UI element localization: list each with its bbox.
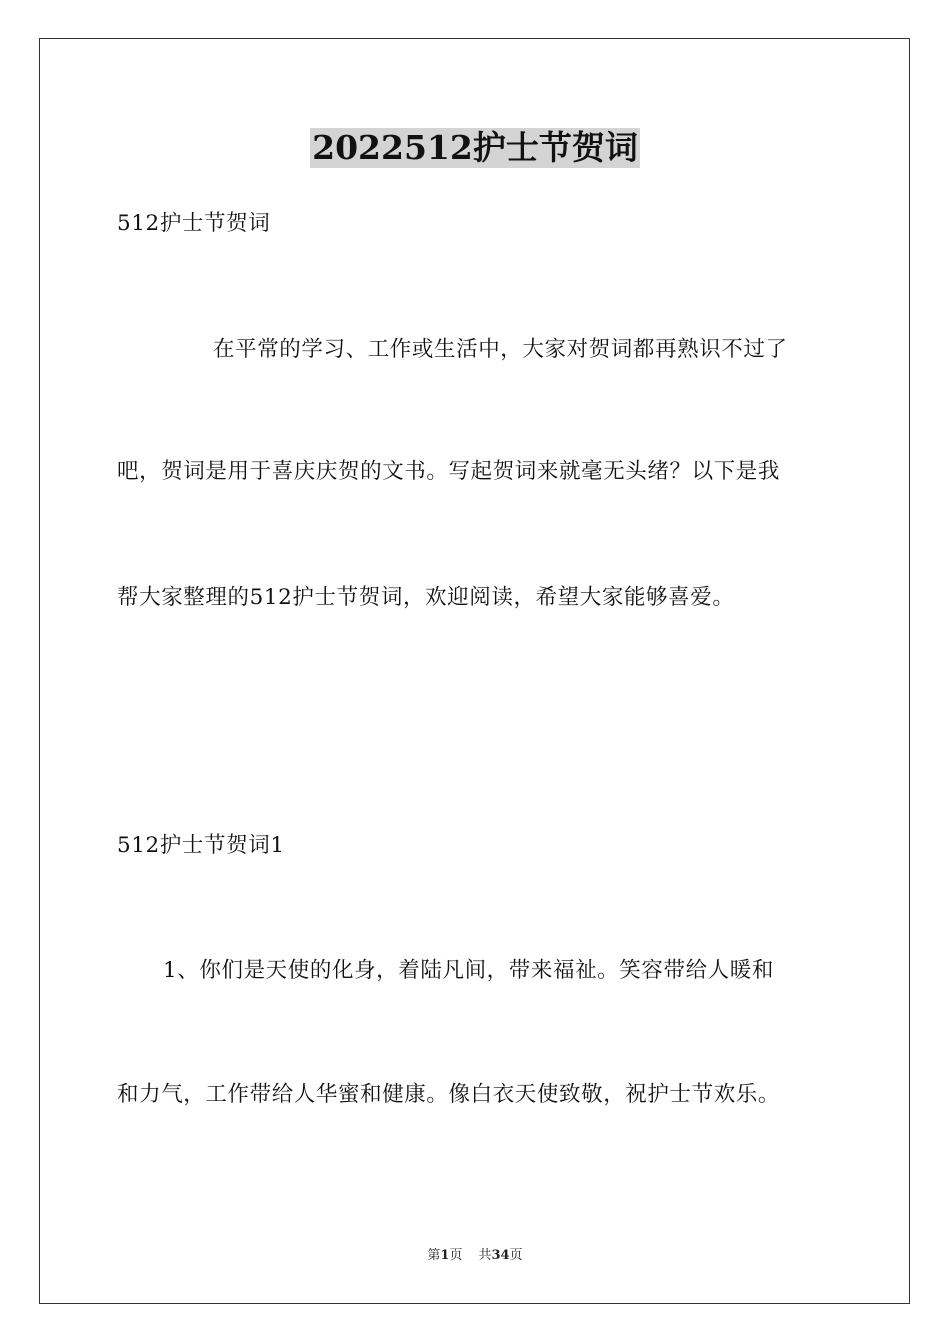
body-line-4: 1、你们是天使的化身，着陆凡间，带来福祉。笑容带给人暖和	[163, 958, 774, 983]
body-line-1: 在平常的学习、工作或生活中，大家对贺词都再熟识不过了	[213, 337, 788, 362]
body-line-3: 帮大家整理的512护士节贺词，欢迎阅读，希望大家能够喜爱。	[117, 585, 735, 610]
footer-total-prefix: 共	[478, 1248, 492, 1263]
body-line-2: 吧，贺词是用于喜庆庆贺的文书。写起贺词来就毫无头绪？以下是我	[117, 459, 781, 484]
footer-page-prefix: 第	[427, 1248, 441, 1263]
title-container	[0, 128, 950, 168]
footer-total-pages: 34	[491, 1248, 510, 1263]
footer-page-suffix: 页	[449, 1248, 463, 1263]
body-line-5: 和力气，工作带给人华蜜和健康。像白衣天使致敬，祝护士节欢乐。	[117, 1082, 781, 1107]
footer-total-suffix: 页	[509, 1248, 523, 1263]
document-title: 2022512护士节贺词	[312, 128, 638, 167]
subtitle-line: 512护士节贺词	[117, 211, 271, 236]
footer-page-number: 1	[440, 1248, 450, 1263]
page-footer	[0, 1247, 950, 1265]
section-heading: 512护士节贺词1	[117, 833, 285, 858]
